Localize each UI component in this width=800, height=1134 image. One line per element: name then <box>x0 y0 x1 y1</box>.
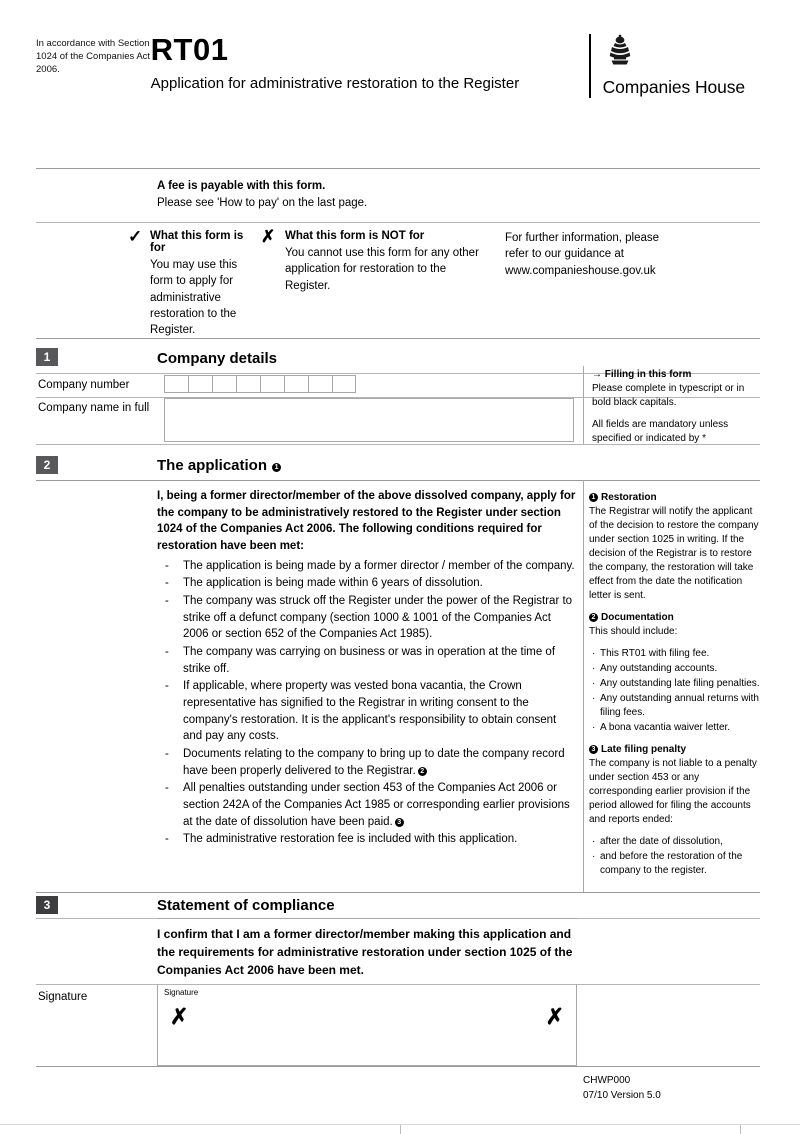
royal-crest-icon <box>603 34 637 68</box>
cross-icon: ✗ <box>261 227 276 246</box>
section-2-title: The application 1 <box>157 457 284 474</box>
company-name-input[interactable] <box>164 398 574 442</box>
application-body <box>157 488 577 849</box>
late-filing-item: · and before the restoration of the company to the register. <box>600 850 761 878</box>
section-2-number: 2 <box>36 456 58 474</box>
filling-in-heading: Filling in this form <box>604 369 692 380</box>
signature-cross-right-icon: ✗ <box>545 1004 564 1029</box>
brand-name: Companies House <box>602 77 746 97</box>
purpose-not-for-heading: What this form is NOT for <box>285 230 425 242</box>
section-2-marker: 1 <box>272 463 281 472</box>
note-1-marker: 1 <box>589 493 598 502</box>
form-title-block <box>151 34 569 98</box>
condition-item: - The administrative restoration fee is included with this application. <box>157 831 577 848</box>
company-number-cell[interactable] <box>164 375 188 393</box>
arrow-icon: → <box>592 369 602 380</box>
purpose-box <box>36 227 760 339</box>
divider-11 <box>36 1066 760 1067</box>
signature-input[interactable] <box>157 984 577 1066</box>
late-filing-items <box>589 835 761 878</box>
company-number-cell[interactable] <box>188 375 212 393</box>
footer-version: 07/10 Version 5.0 <box>583 1089 661 1101</box>
filling-in-note <box>592 368 760 454</box>
companies-house-brand <box>589 34 760 98</box>
company-number-label: Company number <box>38 379 130 391</box>
signature-label: Signature <box>38 991 88 1003</box>
accordance-note: In accordance with Section 1024 of the Companies Act 2006. <box>36 38 151 75</box>
documentation-item: · Any outstanding late filing penalties. <box>600 677 761 691</box>
documentation-marker: 2 <box>418 767 427 776</box>
purpose-for-heading: What this form is for <box>150 230 244 254</box>
late-filing-item: · after the date of dissolution, <box>600 835 761 849</box>
purpose-further-body: For further information, please refer to our guidance at www.companieshouse.gov.uk <box>505 232 660 277</box>
divider-7 <box>36 480 760 481</box>
documentation-item: · A bona vacantia waiver letter. <box>600 721 761 735</box>
footer-ref: CHWP000 <box>583 1075 631 1086</box>
purpose-for <box>36 227 261 339</box>
section-1-title: Company details <box>157 350 278 367</box>
form-title: Application for administrative restoration to the Register <box>150 74 520 92</box>
filling-in-p2: All fields are mandatory unless specified or indicated by * <box>592 419 729 444</box>
condition-item: - The company was carrying on business or was in operation at the time of strike off. <box>157 644 577 677</box>
form-header <box>36 34 760 98</box>
condition-item: - The application is being made by a former director / member of the company. <box>157 558 577 575</box>
filling-in-p1: Please complete in typescript or in bold black capitals. <box>592 383 745 408</box>
company-name-label: Company name in full <box>38 402 150 414</box>
section-3-title: Statement of compliance <box>157 897 335 914</box>
compliance-statement: I confirm that I am a former director/member making this application and the requirements for administrative restoration under section 1025 of the Companies Act 2006 have been met. <box>157 918 577 979</box>
documentation-item: · Any outstanding accounts. <box>600 662 761 676</box>
page-bottom-bar <box>0 1124 800 1133</box>
documentation-item: · This RT01 with filing fee. <box>600 647 761 661</box>
company-number-cell[interactable] <box>284 375 308 393</box>
purpose-not-for <box>261 227 483 339</box>
condition-item: - All penalties outstanding under section 453 of the Companies Act 2006 or section 242A of the Companies Act 1985 or corresponding earlier provisions at the date of dissolution have been paid. 3 <box>157 780 577 830</box>
divider-2 <box>36 222 760 223</box>
condition-item: - The company was struck off the Register under the power of the Registrar to strike off a defunct company (section 1000 & 1001 of the Companies Act 2006 or section 652 of the Companies Act 1985). <box>157 593 577 643</box>
fee-line-2: Please see 'How to pay' on the last page. <box>157 197 368 210</box>
section-2-notes <box>589 491 761 886</box>
company-number-cell[interactable] <box>260 375 284 393</box>
note-2-marker: 2 <box>589 613 598 622</box>
company-number-cell[interactable] <box>308 375 332 393</box>
note-3-marker: 3 <box>589 745 598 754</box>
purpose-not-for-body: You cannot use this form for any other application for restoration to the Register. <box>285 247 479 292</box>
application-conditions <box>157 558 577 848</box>
form-footer <box>583 1074 661 1103</box>
application-intro: I, being a former director/member of the above dissolved company, apply for the company to be administratively restored to the Register under section 1024 of the Companies Act 2006. The following conditions required for restoration have been met: <box>157 490 576 553</box>
section-3-number: 3 <box>36 896 58 914</box>
form-code: RT01 <box>150 32 229 67</box>
divider-1 <box>36 168 760 169</box>
fee-line-1: A fee is payable with this form. <box>157 180 326 192</box>
sidebar-divider-1 <box>583 366 584 444</box>
divider-8 <box>36 892 760 893</box>
note-late-filing: 3 Late filing penalty The company is not liable to a penalty under section 453 or any corresponding earlier provision if the period allowed for filing the accounts and reports ended: <box>589 744 757 825</box>
company-number-cell[interactable] <box>236 375 260 393</box>
section-1-number: 1 <box>36 348 58 366</box>
condition-item: - If applicable, where property was vested bona vacantia, the Crown representative has signified to the Registrar in writing consent to the company's restoration. It is the applicant's responsibility to obtain consent and pay any costs. <box>157 678 577 745</box>
note-documentation: 2 Documentation This should include: <box>589 612 678 637</box>
late-filing-marker: 3 <box>395 818 404 827</box>
sidebar-divider-2 <box>583 480 584 892</box>
company-number-input[interactable] <box>164 375 356 393</box>
condition-item: - Documents relating to the company to bring up to date the company record have been properly delivered to the Registrar. 2 <box>157 746 577 779</box>
note-restoration: 1 Restoration The Registrar will notify the applicant of the decision to restore the company under section 1025 in writing. If the decision of the Registrar is to restore the company, the restoration will take effect from the date the notification letter is sent. <box>589 492 759 601</box>
fee-notice <box>157 178 577 213</box>
check-icon: ✓ <box>128 227 143 246</box>
documentation-items <box>589 647 761 735</box>
signature-sublabel: Signature <box>164 988 199 997</box>
purpose-further-info <box>483 230 683 339</box>
condition-item: - The application is being made within 6 years of dissolution. <box>157 575 577 592</box>
documentation-item: · Any outstanding annual returns with filing fees. <box>600 692 761 720</box>
signature-cross-left-icon: ✗ <box>170 1004 189 1029</box>
company-number-cell[interactable] <box>332 375 356 393</box>
divider-3 <box>36 338 760 339</box>
company-number-cell[interactable] <box>212 375 236 393</box>
purpose-for-body: You may use this form to apply for administrative restoration to the Register. <box>150 259 238 337</box>
